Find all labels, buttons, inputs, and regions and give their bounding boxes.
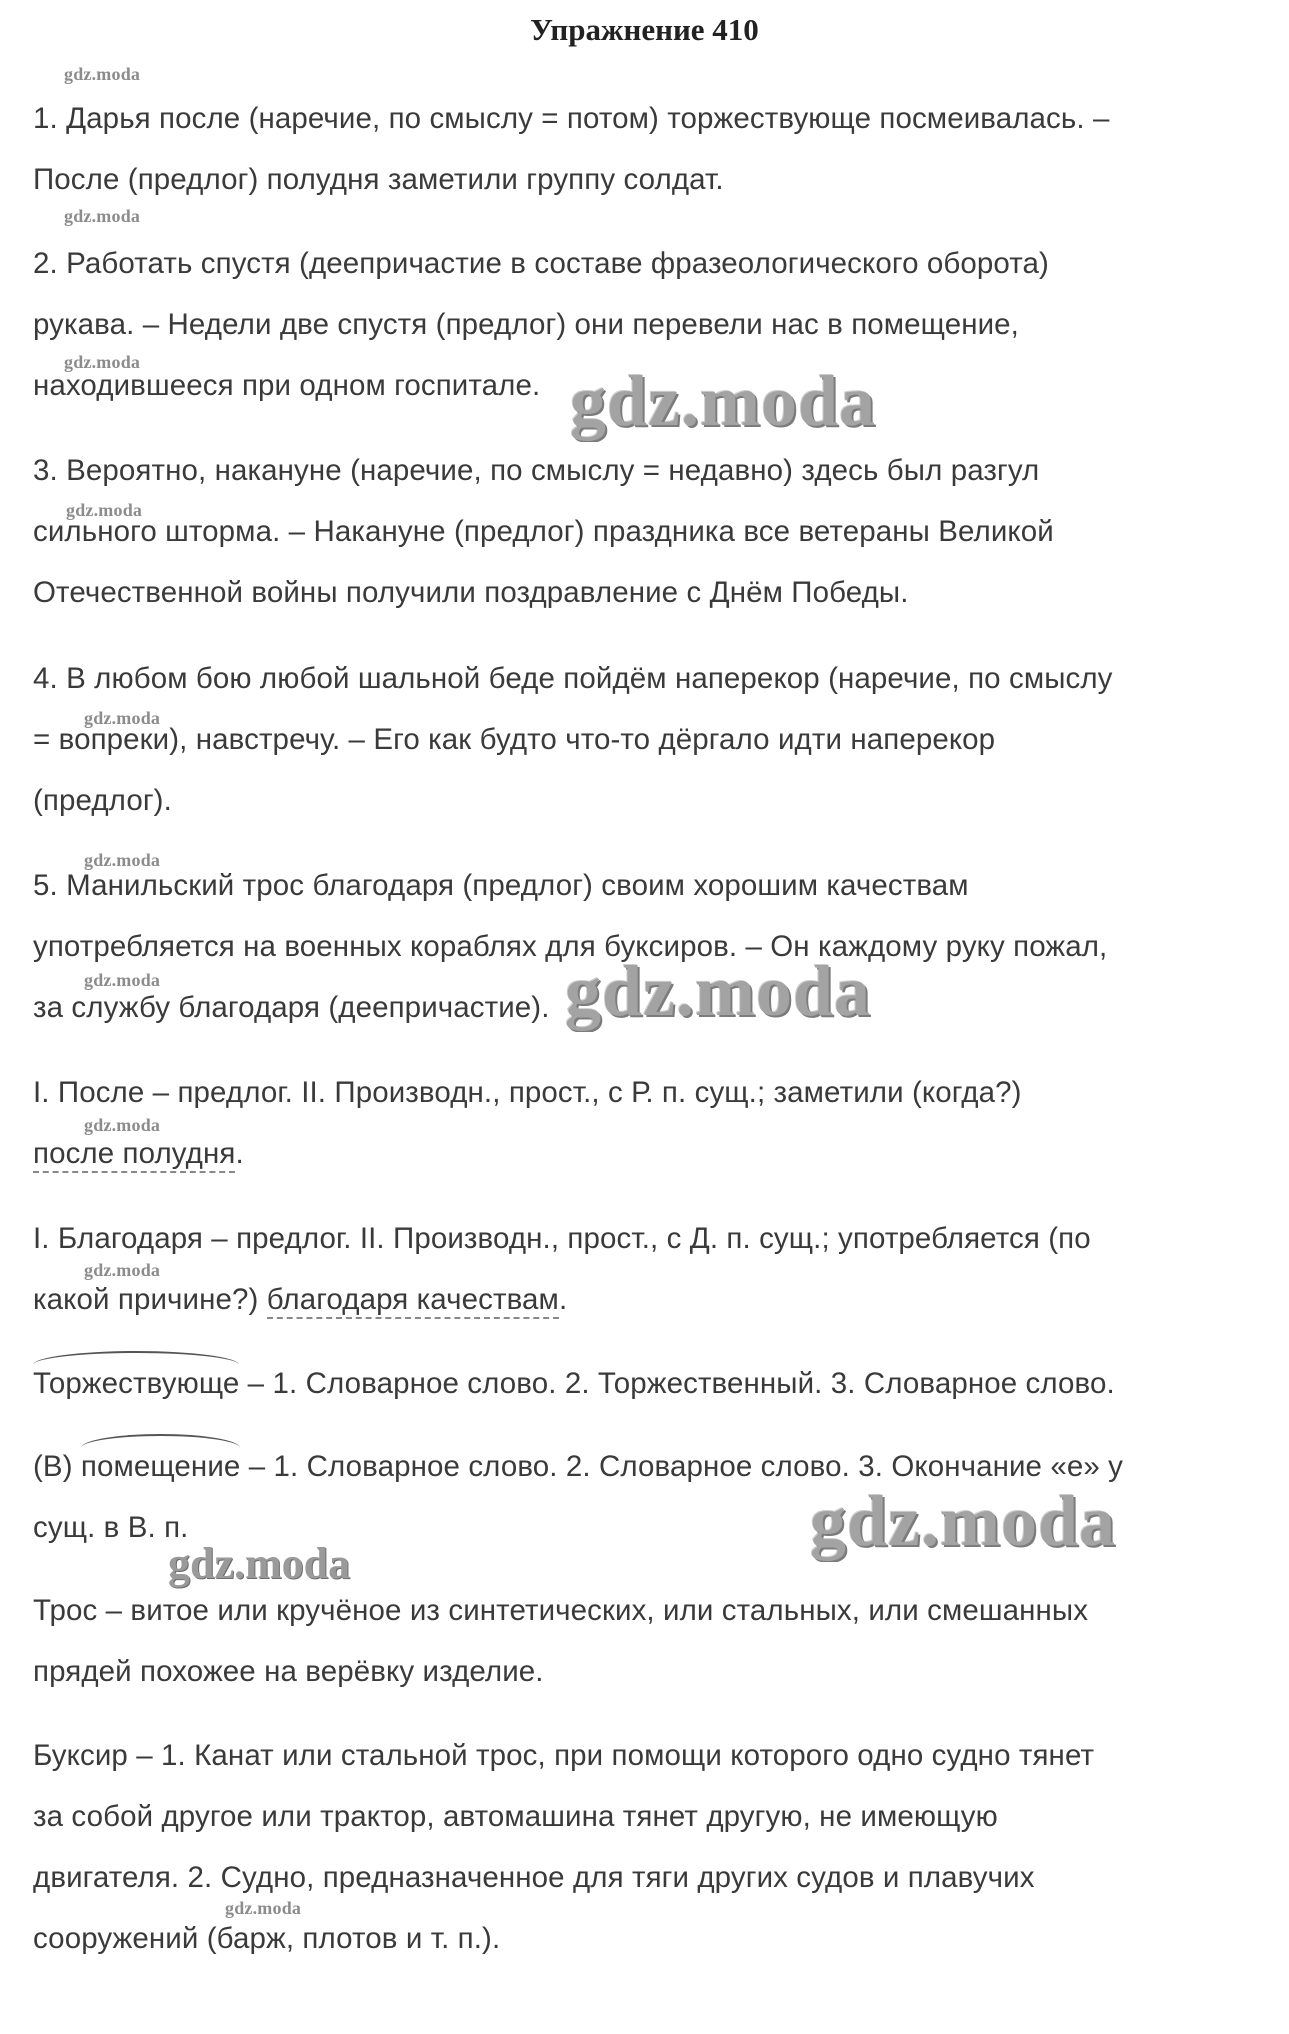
paragraph-line: Трос – витое или кручёное из синтетических, или стальных, или смешанных xyxy=(33,1594,1089,1627)
line-start: какой причине?) xyxy=(33,1283,267,1316)
line-end: . xyxy=(235,1137,244,1170)
paragraph-line: сущ. в В. п. xyxy=(33,1511,189,1544)
paragraph-line: Буксир – 1. Канат или стальной трос, при помощи которого одно судно тянет xyxy=(33,1739,1095,1772)
definition-buksir xyxy=(33,1725,1233,1969)
paragraph-line: 2. Работать спустя (деепричастие в составе фразеологического оборота) xyxy=(33,247,1049,280)
line-rest: – 1. Словарное слово. 2. Словарное слово. 3. Окончание «е» у xyxy=(240,1450,1124,1483)
definition-tros xyxy=(33,1580,1233,1702)
watermark-medium: gdz.moda xyxy=(168,1539,351,1588)
paragraph-line: Отечественной войны получили поздравление с Днём Победы. xyxy=(33,576,909,609)
underlined-phrase: после полудня xyxy=(33,1137,235,1173)
paragraph-line: сильного шторма. – Накануне (предлог) праздника все ветераны Великой xyxy=(33,515,1054,548)
paragraph-5 xyxy=(33,855,1233,1038)
paragraph-line: I. После – предлог. II. Производн., прост., с Р. п. сущ.; заметили (когда?) xyxy=(33,1076,1022,1109)
paragraph-line: 3. Вероятно, накануне (наречие, по смыслу = недавно) здесь был разгул xyxy=(33,454,1040,487)
watermark-small: gdz.moda xyxy=(84,850,161,870)
paragraph-line: После (предлог) полудня заметили группу солдат. xyxy=(33,163,724,196)
watermark-small: gdz.moda xyxy=(64,206,141,226)
paragraph-line: сооружений (барж, плотов и т. п.). xyxy=(33,1922,501,1955)
analysis-blagodarya xyxy=(33,1208,1233,1330)
paragraph-2 xyxy=(33,233,1233,416)
paragraph-3 xyxy=(33,440,1233,623)
paragraph-line: 4. В любом бою любой шальной беде пойдём наперекор (наречие, по смыслу xyxy=(33,662,1113,695)
watermark-small: gdz.moda xyxy=(84,1115,161,1135)
watermark-small: gdz.moda xyxy=(66,500,143,520)
paragraph-line: прядей похожее на верёвку изделие. xyxy=(33,1655,544,1688)
watermark-large: gdz.moda xyxy=(810,1481,1117,1561)
marked-word: помещение xyxy=(81,1436,241,1497)
watermark-small: gdz.moda xyxy=(64,352,141,372)
line-rest: – 1. Словарное слово. 2. Торжественный. 3. Словарное слово. xyxy=(239,1367,1115,1400)
analysis-posle xyxy=(33,1062,1233,1184)
paragraph-line xyxy=(33,1123,1233,1184)
marked-word: Торжествующе xyxy=(33,1353,239,1414)
spelling-torzhestvuyushche xyxy=(33,1353,1233,1414)
spelling-pomeshchenie xyxy=(33,1436,1233,1558)
watermark-large: gdz.moda xyxy=(565,951,872,1031)
paragraph-line: за собой другое или трактор, автомашина тянет другую, не имеющую xyxy=(33,1800,998,1833)
paragraph-line: за службу благодаря (деепричастие). xyxy=(33,991,550,1024)
paragraph-line: находившееся при одном госпитале. xyxy=(33,369,541,402)
paragraph-line: = вопреки), навстречу. – Его как будто что-то дёргало идти наперекор xyxy=(33,723,996,756)
paragraph-4 xyxy=(33,648,1233,831)
paragraph-1 xyxy=(33,88,1233,210)
paragraph-line: 1. Дарья после (наречие, по смыслу = потом) торжествующе посмеивалась. – xyxy=(33,102,1110,135)
watermark-large: gdz.moda xyxy=(570,361,877,441)
exercise-title: Упражнение 410 xyxy=(530,12,759,47)
case-marker: (В) xyxy=(33,1450,81,1483)
watermark-small: gdz.moda xyxy=(84,970,161,990)
paragraph-line: двигателя. 2. Судно, предназначенное для тяги других судов и плавучих xyxy=(33,1861,1035,1894)
watermark-small: gdz.moda xyxy=(84,1260,161,1280)
watermark-small: gdz.moda xyxy=(64,64,141,84)
paragraph-line: употребляется на военных кораблях для буксиров. – Он каждому руку пожал, xyxy=(33,930,1108,963)
paragraph-line: I. Благодаря – предлог. II. Производн., прост., с Д. п. сущ.; употребляется (по xyxy=(33,1222,1091,1255)
line-end: . xyxy=(558,1283,568,1316)
paragraph-line xyxy=(33,1436,1233,1497)
paragraph-line xyxy=(33,1353,1233,1414)
paragraph-line: (предлог). xyxy=(33,784,172,817)
underlined-phrase: благодаря качествам xyxy=(267,1283,559,1319)
watermark-small: gdz.moda xyxy=(84,708,161,728)
paragraph-line: 5. Манильский трос благодаря (предлог) своим хорошим качествам xyxy=(33,869,969,902)
paragraph-line: рукава. – Недели две спустя (предлог) они перевели нас в помещение, xyxy=(33,308,1019,341)
paragraph-line xyxy=(33,1269,1233,1330)
watermark-small: gdz.moda xyxy=(225,1898,302,1918)
